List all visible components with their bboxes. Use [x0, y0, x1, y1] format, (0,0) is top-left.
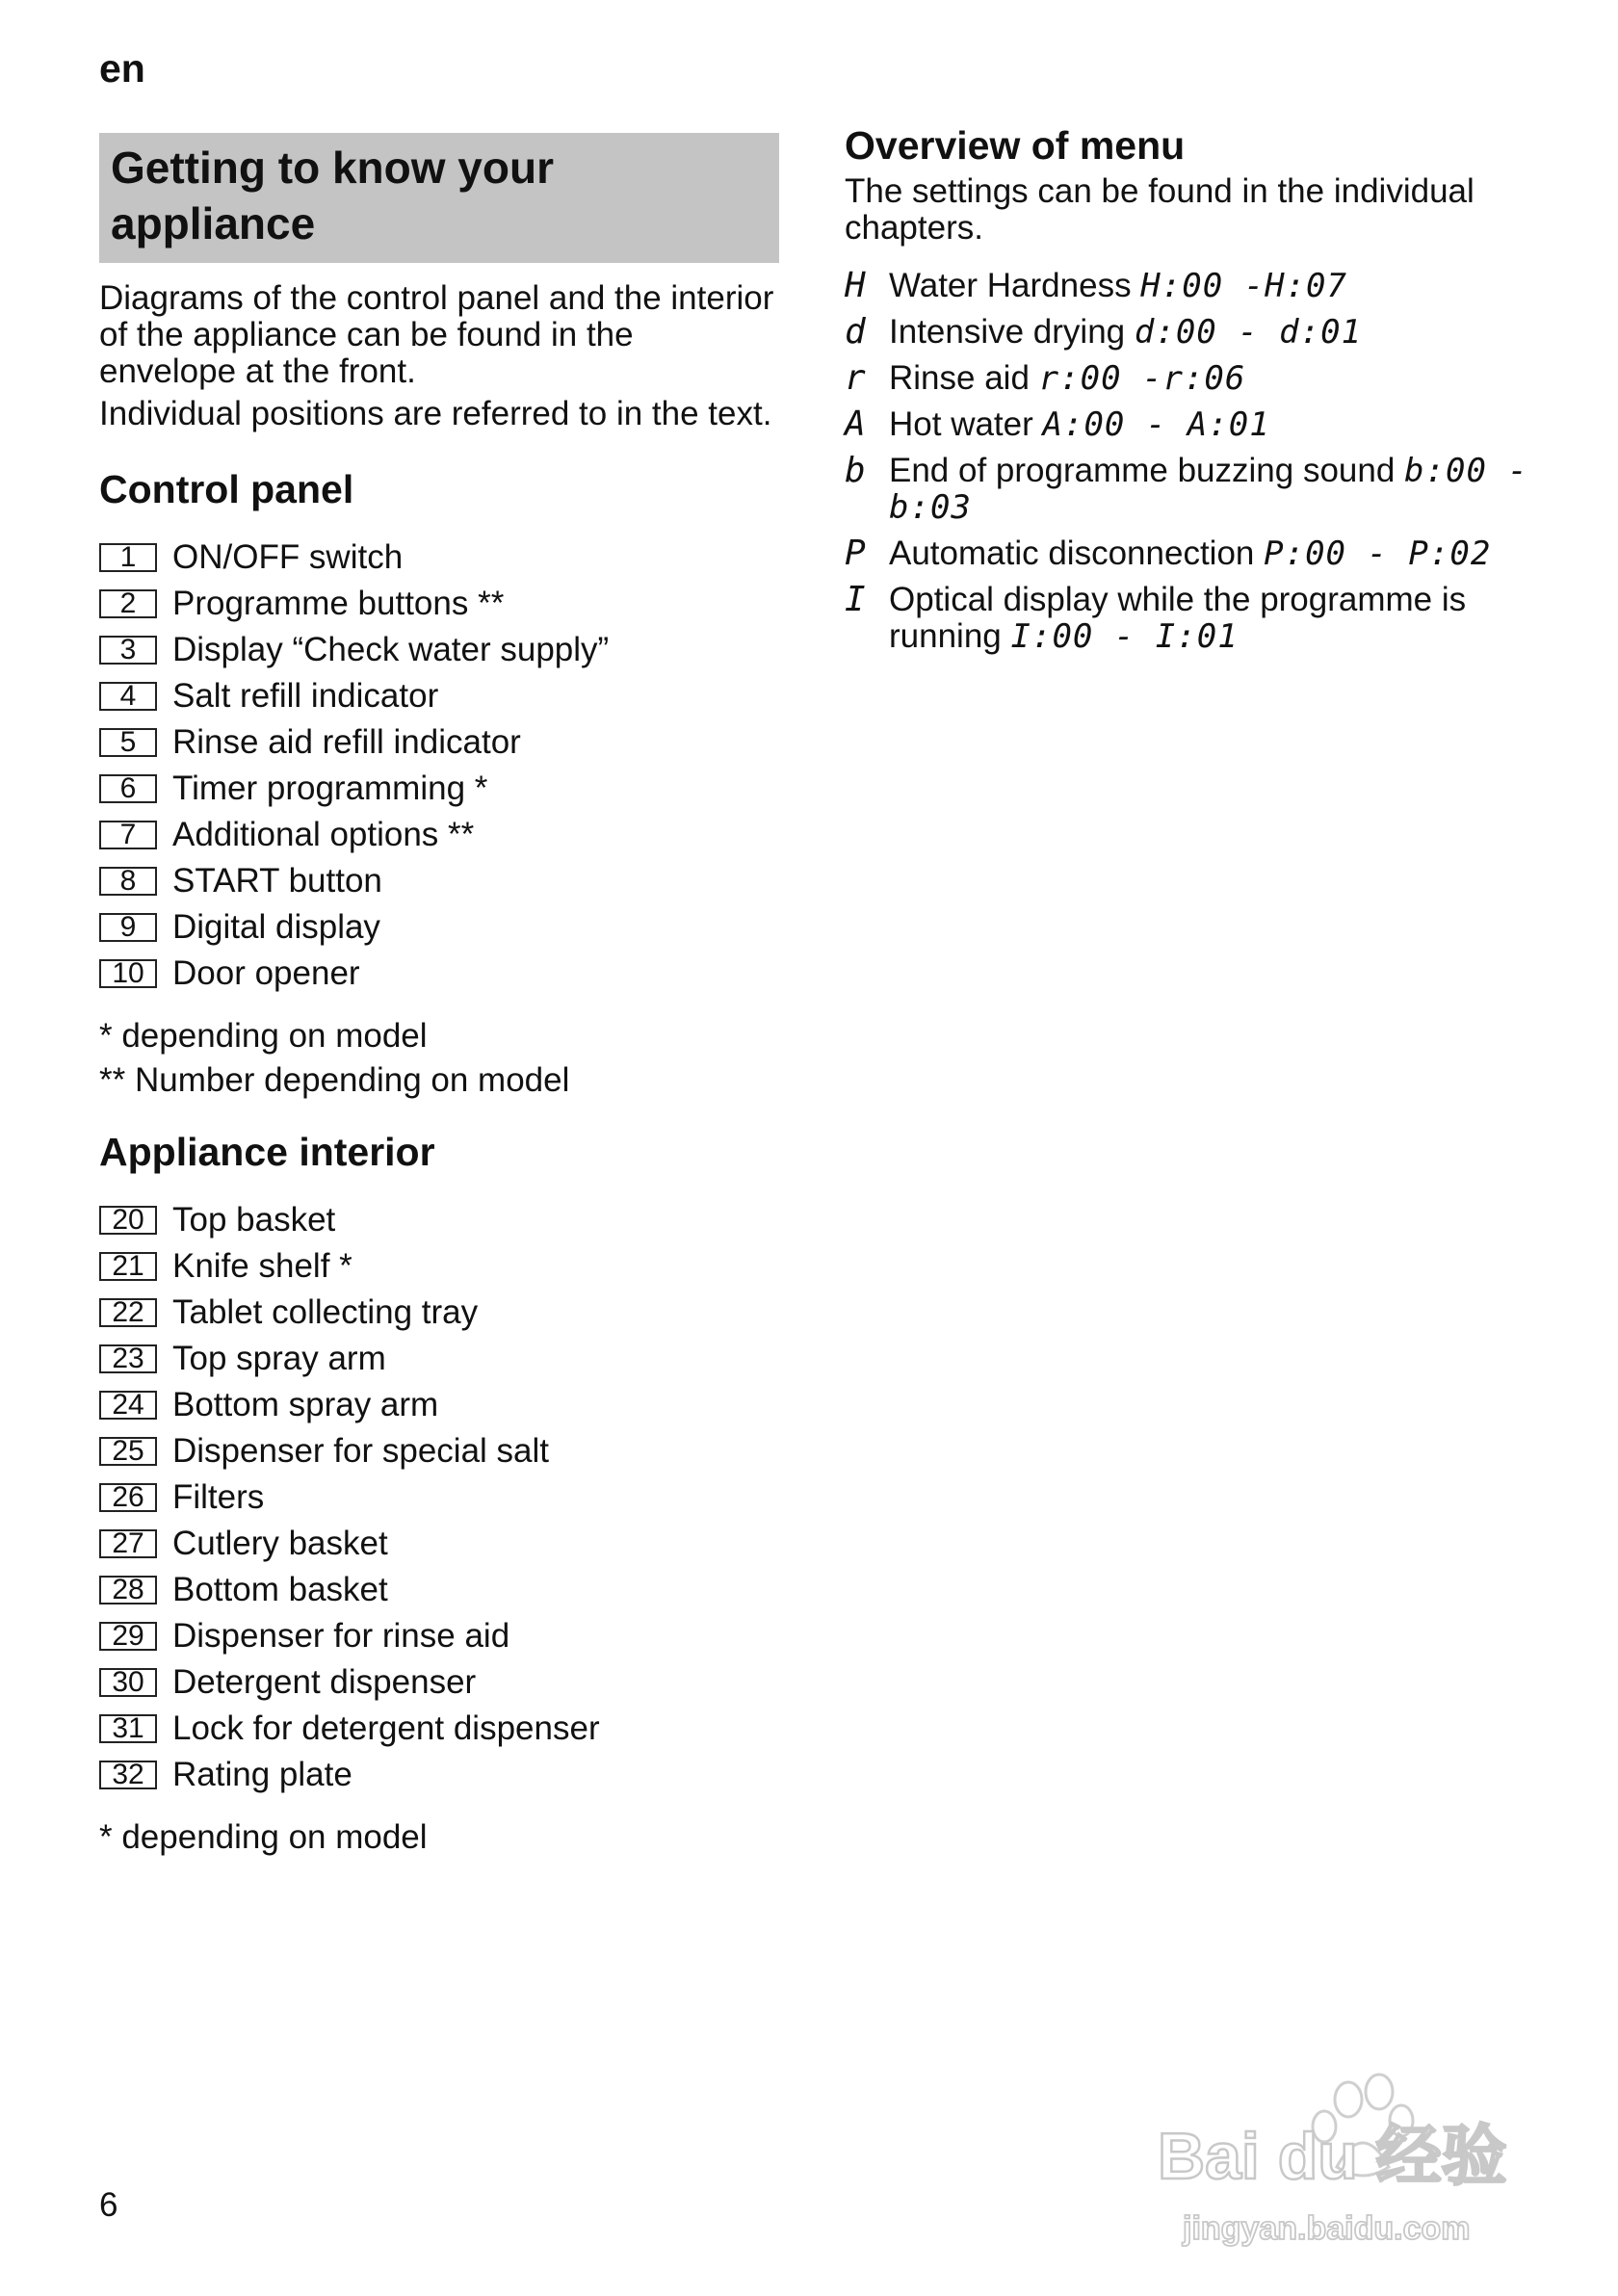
position-number-box: 21 [99, 1252, 157, 1281]
position-number-box: 8 [99, 867, 157, 896]
menu-range: P:00 - P:02 [1264, 535, 1492, 573]
menu-item [845, 535, 1538, 572]
menu-label: Rinse aid [889, 359, 1030, 397]
paw-toe [1366, 2074, 1393, 2109]
list-item [99, 673, 779, 719]
menu-list [845, 268, 1538, 655]
item-label: Tablet collecting tray [172, 1293, 479, 1331]
item-label: Programme buttons ** [172, 585, 505, 622]
menu-range: A:00 - A:01 [1042, 405, 1270, 444]
list-item [99, 1613, 779, 1659]
item-label: START button [172, 862, 382, 900]
position-number-box: 24 [99, 1391, 157, 1420]
paw-toe [1335, 2082, 1362, 2117]
menu-item [845, 406, 1538, 443]
position-number-box: 30 [99, 1668, 157, 1697]
intro-paragraph: Individual positions are referred to in the text. [99, 395, 772, 432]
intro-text [99, 280, 779, 432]
menu-range: H:00 -H:07 [1140, 267, 1347, 305]
menu-code: d [845, 312, 866, 352]
page-number: 6 [99, 2186, 118, 2224]
item-label: Display “Check water supply” [172, 631, 610, 668]
item-label: Rating plate [172, 1756, 352, 1793]
control-panel-list [99, 535, 779, 997]
menu-item [845, 453, 1538, 526]
item-label: Bottom basket [172, 1571, 388, 1608]
position-number-box: 32 [99, 1761, 157, 1789]
list-item [99, 1336, 779, 1382]
menu-label: Intensive drying [889, 313, 1126, 351]
list-item [99, 1243, 779, 1290]
item-label: ON/OFF switch [172, 538, 404, 576]
item-label: Detergent dispenser [172, 1663, 477, 1701]
footnote: * depending on model [99, 1818, 428, 1856]
watermark-url: jingyan.baidu.com [1183, 2210, 1471, 2247]
item-label: Additional options ** [172, 816, 475, 853]
menu-item [845, 314, 1538, 351]
item-label: Door opener [172, 954, 360, 992]
list-item [99, 904, 779, 951]
position-number-box: 7 [99, 821, 157, 849]
intro-paragraph: Diagrams of the control panel and the interior of the appliance can be found in the envelope at the front. [99, 279, 774, 390]
list-item [99, 1752, 779, 1798]
appliance-interior-list [99, 1197, 779, 1798]
position-number-box: 3 [99, 636, 157, 665]
item-label: Salt refill indicator [172, 677, 439, 715]
position-number-box: 22 [99, 1298, 157, 1327]
item-label: Top spray arm [172, 1340, 386, 1377]
item-label: Filters [172, 1478, 265, 1516]
list-item [99, 1382, 779, 1428]
menu-range: r:00 -r:06 [1038, 359, 1246, 398]
list-item [99, 951, 779, 997]
position-number-box: 20 [99, 1206, 157, 1235]
menu-label: Automatic disconnection [889, 535, 1255, 572]
position-number-box: 26 [99, 1483, 157, 1512]
menu-code: I [845, 580, 866, 619]
item-label: Top basket [172, 1201, 336, 1239]
list-item [99, 627, 779, 673]
position-number-box: 31 [99, 1714, 157, 1743]
menu-label: Hot water [889, 405, 1033, 443]
menu-description [889, 314, 1538, 351]
list-item [99, 1474, 779, 1521]
menu-range: I:00 - I:01 [1010, 617, 1239, 656]
list-item [99, 1428, 779, 1474]
list-item [99, 535, 779, 581]
list-item [99, 1567, 779, 1613]
position-number-box: 5 [99, 728, 157, 757]
item-label: Dispenser for rinse aid [172, 1617, 510, 1655]
left-column [99, 133, 779, 1860]
list-item [99, 766, 779, 812]
footnote: ** Number depending on model [99, 1061, 570, 1099]
item-label: Knife shelf * [172, 1247, 352, 1285]
baidu-watermark [1156, 2061, 1541, 2254]
menu-item [845, 360, 1538, 397]
menu-code: b [845, 451, 866, 490]
position-number-box: 10 [99, 959, 157, 988]
item-label: Dispenser for special salt [172, 1432, 549, 1470]
item-label: Lock for detergent dispenser [172, 1709, 600, 1747]
menu-description [889, 406, 1538, 443]
menu-item [845, 582, 1538, 655]
item-label: Cutlery basket [172, 1525, 388, 1562]
item-label: Timer programming * [172, 770, 488, 807]
item-label: Rinse aid refill indicator [172, 723, 521, 761]
position-number-box: 25 [99, 1437, 157, 1466]
menu-intro: The settings can be found in the individual chapters. [845, 172, 1474, 247]
position-number-box: 28 [99, 1576, 157, 1605]
list-item [99, 1706, 779, 1752]
menu-code: H [845, 266, 866, 305]
position-number-box: 6 [99, 774, 157, 803]
right-column [845, 121, 1538, 665]
list-item [99, 1659, 779, 1706]
menu-range: b:00 - b:03 [889, 452, 1528, 527]
menu-code: r [845, 358, 866, 398]
position-number-box: 23 [99, 1344, 157, 1373]
list-item [99, 1290, 779, 1336]
menu-label: Water Hardness [889, 267, 1132, 304]
list-item [99, 1521, 779, 1567]
menu-label: Optical display while the programme is running [889, 581, 1467, 655]
menu-item [845, 268, 1538, 304]
position-number-box: 1 [99, 543, 157, 572]
control-panel-notes [99, 1014, 779, 1103]
language-code: en [99, 46, 145, 91]
menu-code: P [845, 534, 866, 573]
control-panel-heading: Control panel [99, 467, 354, 511]
list-item [99, 719, 779, 766]
position-number-box: 2 [99, 589, 157, 618]
menu-overview-heading: Overview of menu [845, 123, 1186, 168]
menu-range: d:00 - d:01 [1134, 313, 1363, 352]
item-label: Digital display [172, 908, 380, 946]
menu-description [889, 453, 1538, 526]
menu-code: A [845, 404, 866, 444]
appliance-interior-notes [99, 1815, 779, 1860]
list-item [99, 812, 779, 858]
list-item [99, 581, 779, 627]
position-number-box: 9 [99, 913, 157, 942]
footnote: * depending on model [99, 1017, 428, 1055]
position-number-box: 29 [99, 1622, 157, 1651]
appliance-interior-heading: Appliance interior [99, 1130, 435, 1174]
section-title: Getting to know your appliance [99, 133, 779, 263]
position-number-box: 4 [99, 682, 157, 711]
menu-description [889, 268, 1538, 304]
menu-label: End of programme buzzing sound [889, 452, 1396, 489]
list-item [99, 858, 779, 904]
menu-description [889, 360, 1538, 397]
position-number-box: 27 [99, 1529, 157, 1558]
menu-description [889, 582, 1538, 655]
menu-description [889, 535, 1538, 572]
list-item [99, 1197, 779, 1243]
item-label: Bottom spray arm [172, 1386, 439, 1423]
watermark-brand: Bai du 经验 [1158, 2120, 1507, 2193]
